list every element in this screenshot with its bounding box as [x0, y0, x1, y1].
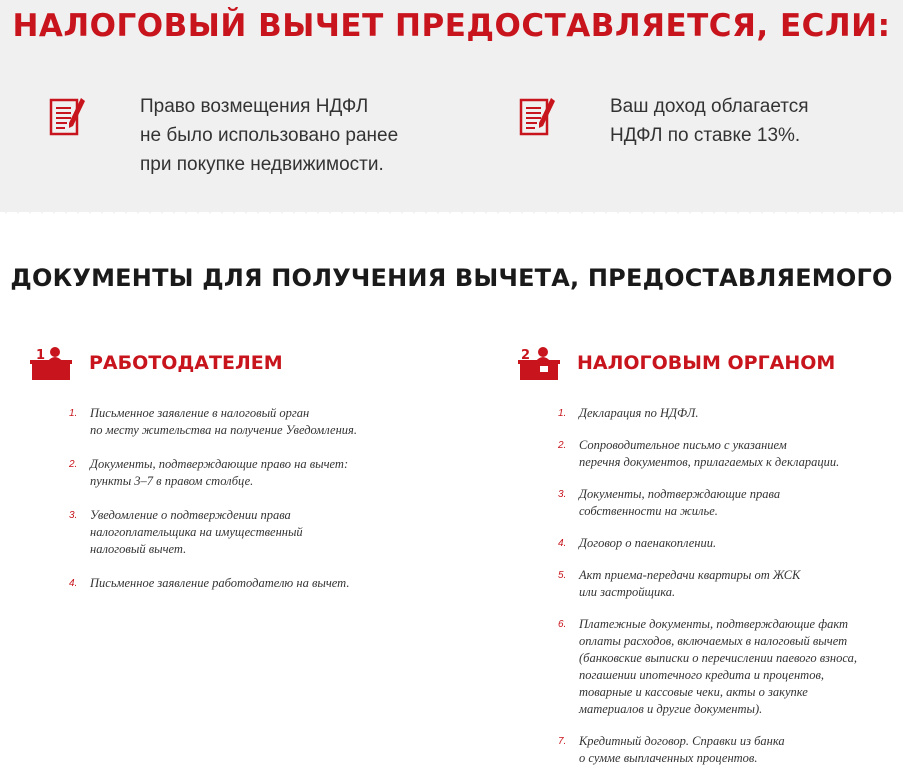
item-number: 2. [69, 459, 78, 470]
item-text: Кредитный договор. Справки из банка о сумме выплаченных процентов. [579, 734, 785, 765]
item-text: Уведомление о подтверждении права налогоплательщика на имущественный налоговый вычет. [90, 508, 303, 556]
list-item [558, 733, 903, 767]
condition-text: Право возмещения НДФЛ не было использовано ранее при покупке недвижимости. [140, 96, 399, 175]
page-title: НАЛОГОВЫЙ ВЫЧЕТ ПРЕДОСТАВЛЯЕТСЯ, ЕСЛИ: [12, 8, 891, 44]
item-number: 7. [558, 736, 567, 747]
item-number: 3. [69, 510, 78, 521]
employer-heading [30, 344, 283, 382]
item-text: Платежные документы, подтверждающие факт оплаты расходов, включаемых в налоговый вычет (банковские выписки о перечислении паевого взноса, погашении ипотечного кредита и процентов, товарные и кассовые чеки, акты о закупке материалов и другие документы). [579, 617, 857, 716]
employer-heading-label: РАБОТОДАТЕЛЕМ [89, 352, 283, 374]
employer-desk-icon [30, 344, 72, 382]
condition-item [47, 92, 398, 179]
zigzag-divider [0, 204, 903, 218]
item-number: 5. [558, 570, 567, 581]
item-text: Декларация по НДФЛ. [579, 406, 699, 420]
list-item [558, 486, 903, 520]
tax-office-documents-list [558, 405, 903, 782]
item-text: Письменное заявление в налоговый орган по месту жительства на получение Уведомления. [90, 406, 357, 437]
document-pen-icon [517, 92, 557, 142]
item-number: 4. [69, 578, 78, 589]
list-item [558, 437, 903, 471]
svg-text:1: 1 [36, 348, 46, 363]
item-number: 4. [558, 538, 567, 549]
item-number: 2. [558, 440, 567, 451]
item-number: 3. [558, 489, 567, 500]
list-item [69, 507, 449, 558]
tax-office-desk-icon [518, 344, 560, 382]
tax-office-heading [518, 344, 835, 382]
list-item [69, 575, 449, 592]
item-number: 1. [558, 408, 567, 419]
list-item [69, 405, 449, 439]
item-text: Акт приема-передачи квартиры от ЖСК или застройщика. [579, 568, 801, 599]
item-text: Документы, подтверждающие право на вычет: пункты 3–7 в правом столбце. [90, 457, 349, 488]
condition-text: Ваш доход облагается НДФЛ по ставке 13%. [610, 96, 809, 146]
list-item [558, 616, 903, 718]
item-text: Документы, подтверждающие права собственности на жилье. [579, 487, 781, 518]
item-text: Сопроводительное письмо с указанием перечня документов, прилагаемых к декларации. [579, 438, 840, 469]
list-item [558, 567, 903, 601]
item-number: 1. [69, 408, 78, 419]
documents-title: ДОКУМЕНТЫ ДЛЯ ПОЛУЧЕНИЯ ВЫЧЕТА, ПРЕДОСТАВЛЯЕМОГО [10, 264, 893, 292]
item-number: 6. [558, 619, 567, 630]
item-text: Договор о паенакоплении. [579, 536, 717, 550]
list-item [558, 405, 903, 422]
condition-item [517, 92, 809, 150]
employer-documents-list [69, 405, 449, 609]
list-item [69, 456, 449, 490]
list-item [558, 535, 903, 552]
item-text: Письменное заявление работодателю на вычет. [90, 576, 350, 590]
svg-text:2: 2 [521, 348, 531, 363]
document-pen-icon [47, 92, 87, 142]
tax-office-heading-label: НАЛОГОВЫМ ОРГАНОМ [577, 352, 836, 374]
